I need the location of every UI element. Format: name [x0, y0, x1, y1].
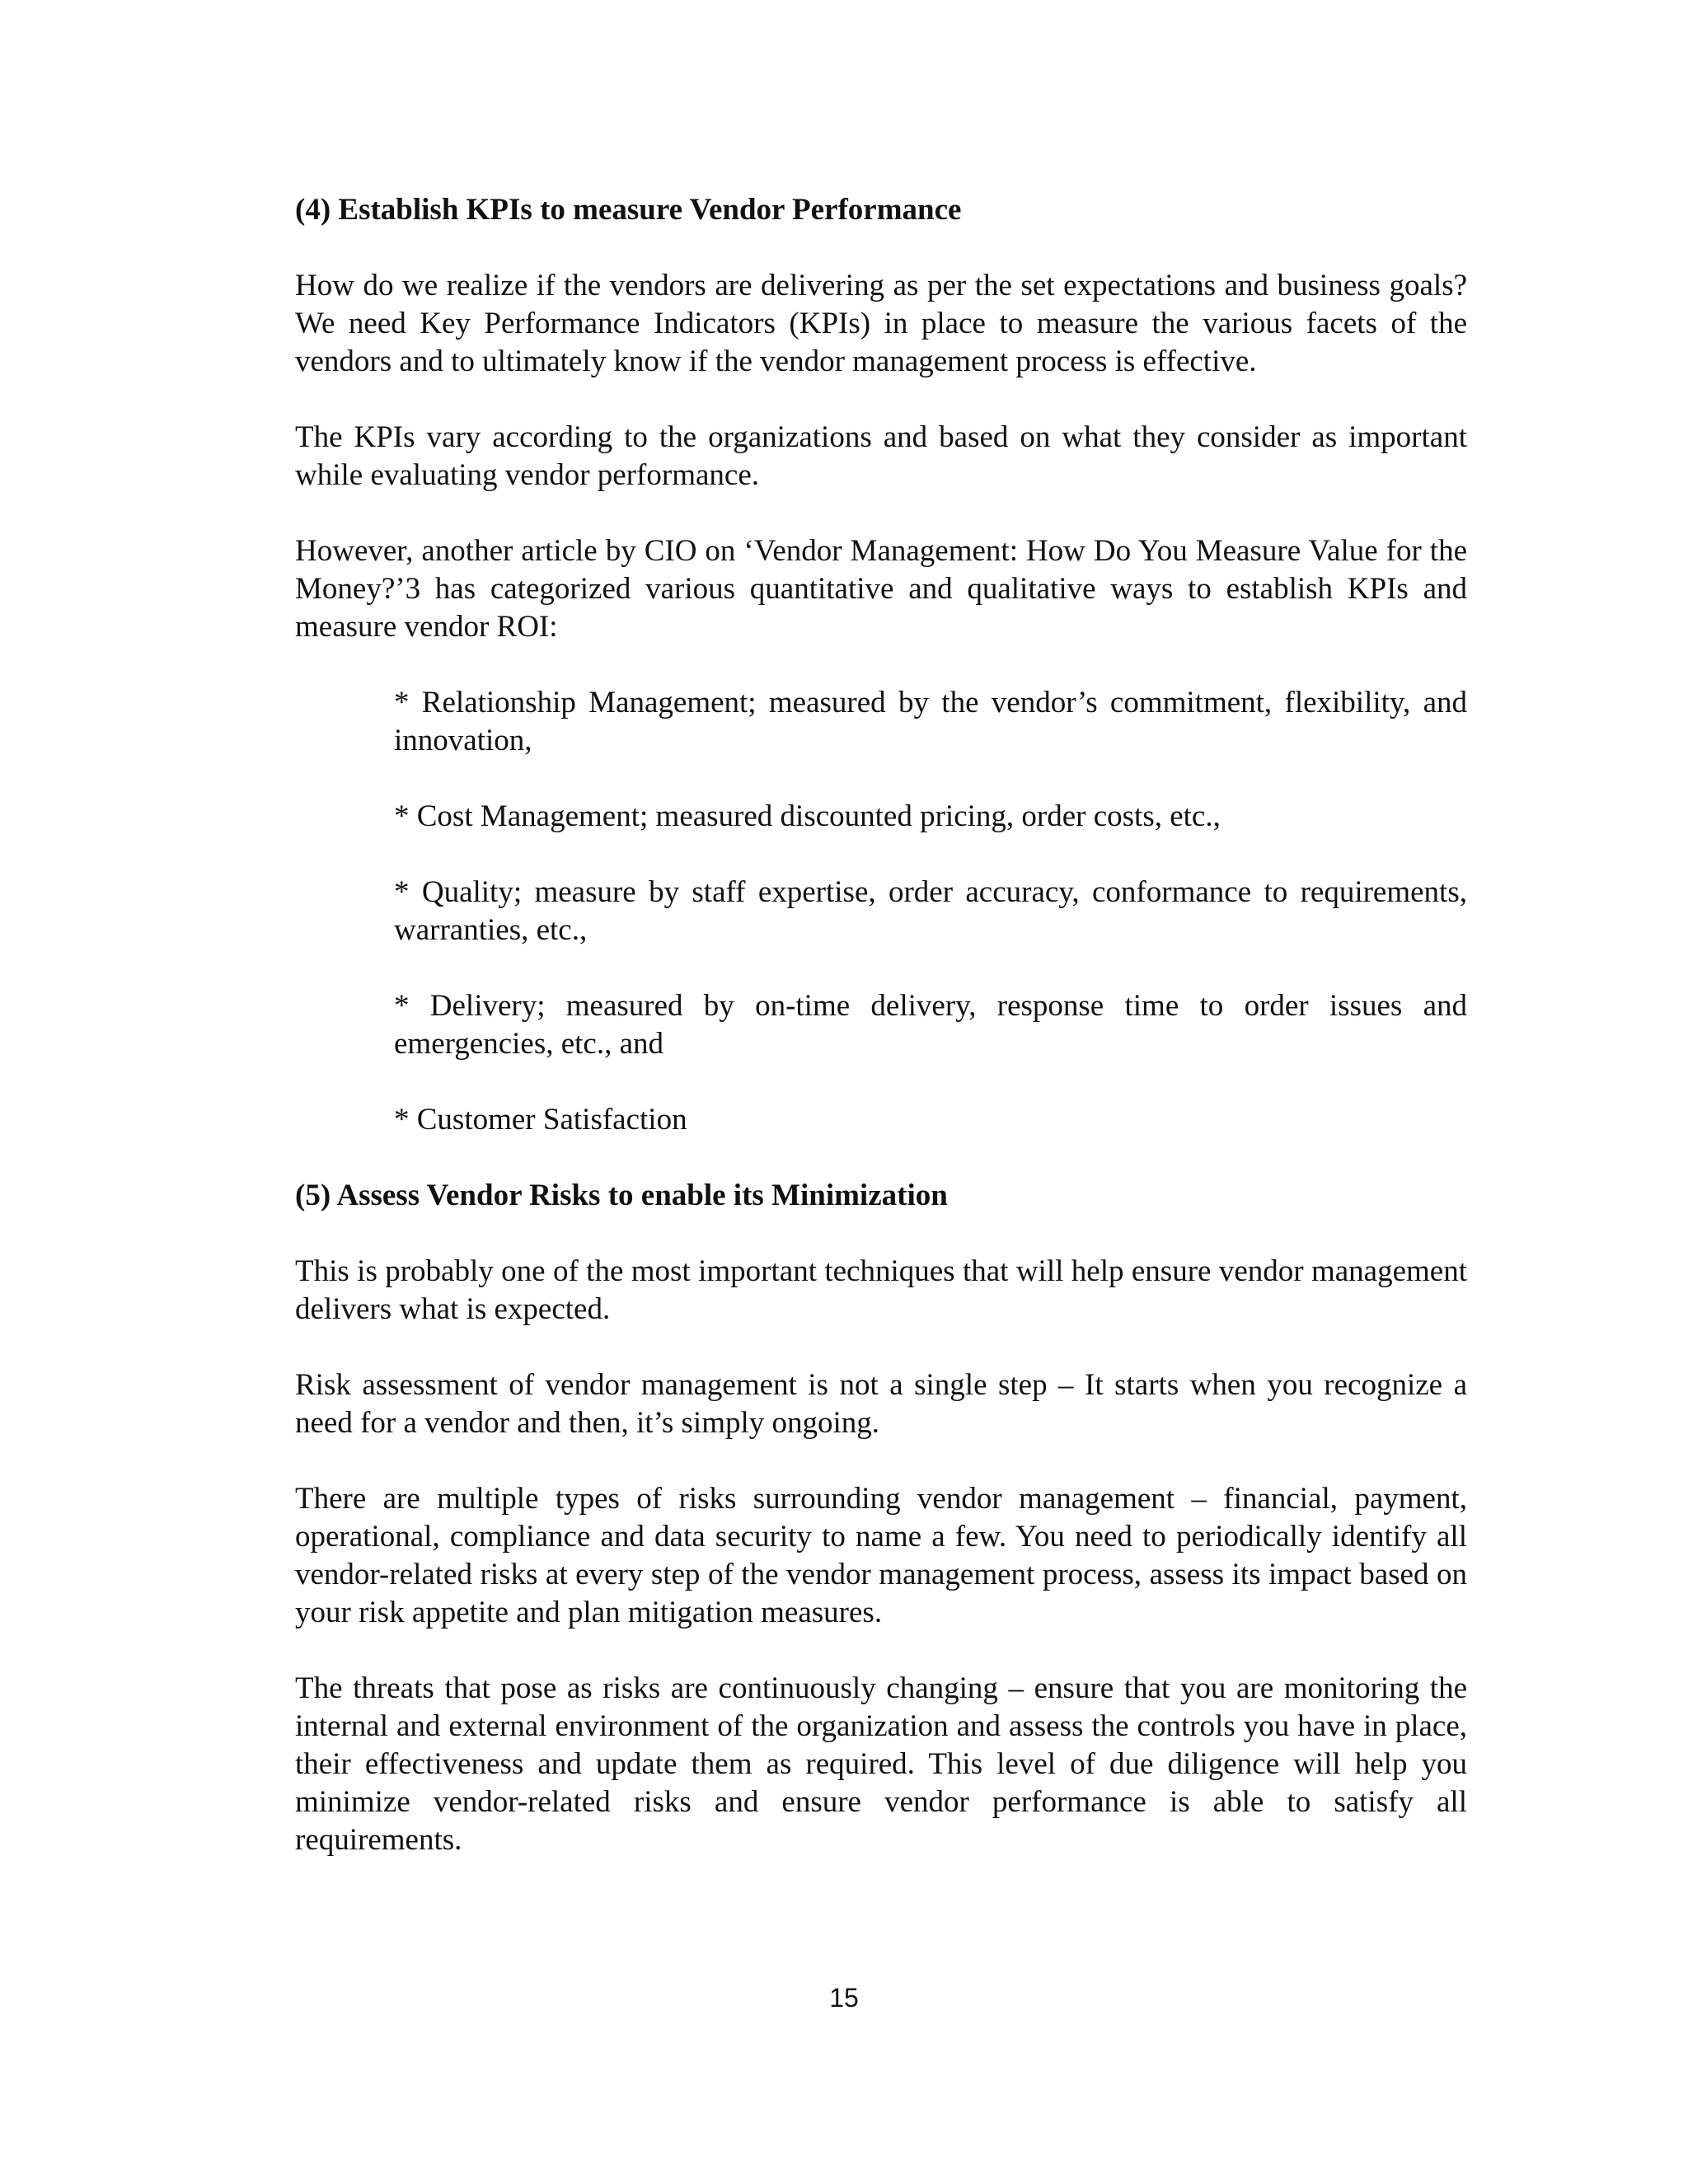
kpi-bullet-cost: * Cost Management; measured discounted pricing, order costs, etc., — [394, 799, 1221, 833]
spacer — [295, 836, 1467, 874]
section-4-heading: (4) Establish KPIs to measure Vendor Performance — [295, 193, 962, 227]
document-page — [295, 191, 1467, 1859]
spacer — [295, 1442, 1467, 1480]
kpi-bullet-delivery: * Delivery; measured by on-time delivery, response time to order issues and emergencies, etc., and — [394, 989, 1467, 1061]
section-4-paragraph-3: However, another article by CIO on ‘Vendor Management: How Do You Measure Value for the Money?’3 has categorized various quantitative and qualitative ways to establish KPIs and measure vendor ROI: — [295, 534, 1467, 644]
kpi-bullet-customer-satisfaction: * Customer Satisfaction — [394, 1103, 687, 1137]
section-5-heading: (5) Assess Vendor Risks to enable its Minimization — [295, 1179, 948, 1212]
spacer — [295, 1063, 1467, 1101]
spacer — [295, 646, 1467, 684]
section-5-paragraph-4: The threats that pose as risks are continuously changing – ensure that you are monitoring the internal and external environment of the organization and assess the controls you have in place, their effectiveness and update them as required. This level of due diligence will help you minimize vendor-related risks and ensure vendor performance is able to satisfy all requirements. — [295, 1671, 1467, 1857]
page-number: 15 — [829, 1983, 859, 2013]
section-5-paragraph-1: This is probably one of the most important techniques that will help ensure vendor management delivers what is expected. — [295, 1254, 1467, 1326]
spacer — [295, 1215, 1467, 1253]
spacer — [295, 1139, 1467, 1177]
spacer — [295, 949, 1467, 987]
kpi-bullet-relationship: * Relationship Management; measured by the vendor’s commitment, flexibility, and innovation, — [394, 686, 1467, 757]
spacer — [295, 494, 1467, 532]
section-5-paragraph-2: Risk assessment of vendor management is not a single step – It starts when you recognize a need for a vendor and then, it’s simply ongoing. — [295, 1368, 1467, 1440]
section-5-paragraph-3: There are multiple types of risks surrounding vendor management – financial, payment, operational, compliance and data security to name a few. You need to periodically identify all vendor-related risks at every step of the vendor management process, assess its impact based on your risk appetite and plan mitigation measures. — [295, 1482, 1467, 1629]
section-4-paragraph-1: How do we realize if the vendors are delivering as per the set expectations and business goals? We need Key Performance Indicators (KPIs) in place to measure the various facets of the vendors and to ultimately know if the vendor management process is effective. — [295, 269, 1467, 378]
spacer — [295, 1632, 1467, 1670]
spacer — [295, 229, 1467, 267]
kpi-bullet-quality: * Quality; measure by staff expertise, order accuracy, conformance to requirements, warranties, etc., — [394, 875, 1467, 947]
spacer — [295, 381, 1467, 419]
spacer — [295, 1329, 1467, 1366]
section-4-paragraph-2: The KPIs vary according to the organizations and based on what they consider as important while evaluating vendor performance. — [295, 420, 1467, 492]
spacer — [295, 760, 1467, 798]
